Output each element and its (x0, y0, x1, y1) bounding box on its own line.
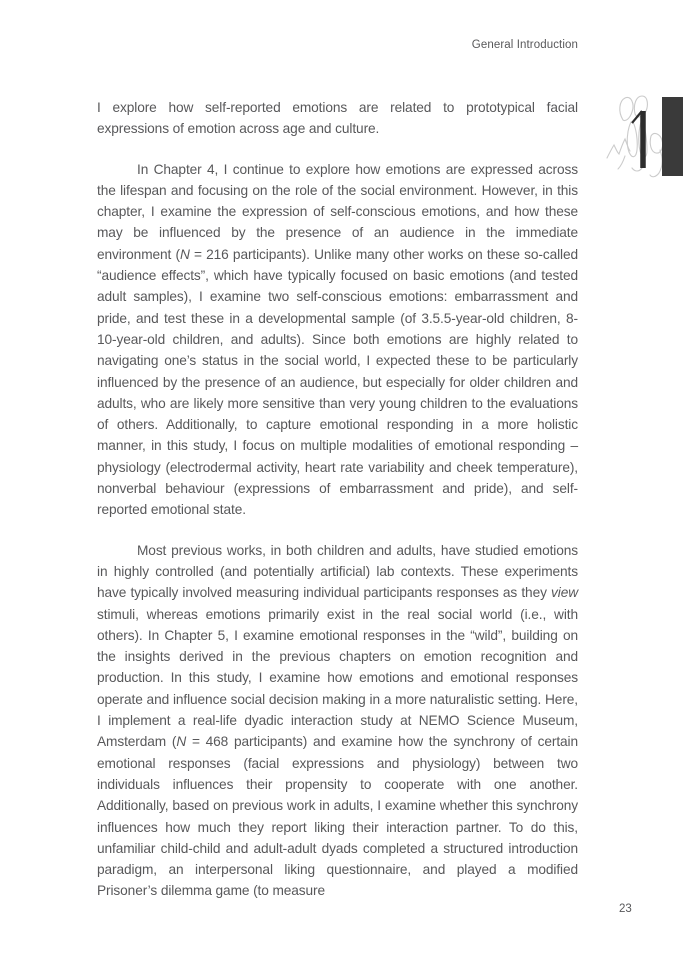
text-segment: In Chapter 4, I continue to explore how emotions are expressed across the lifespan and focusing on the role of the social environment. However, in this chapter, I examine the expression of self-conscious emotions, and how these may be influenced by the presence of an audience in the immediate environment ( (97, 161, 578, 262)
chapter-tab (662, 97, 683, 176)
paragraph (97, 97, 578, 140)
text-segment: Most previous works, in both children and adults, have studied emotions in highly controlled (and potentially artificial) lab contexts. These experiments have typically involved measuring individual participants responses as they (97, 542, 578, 601)
italic-text-segment: N (176, 734, 187, 750)
paragraph (97, 540, 578, 902)
page-number: 23 (619, 903, 632, 915)
text-segment: = 216 participants). Unlike many other works on these so-called “audience effects”, which have typically focused on basic emotions (and tested adult samples), I examine two self-conscious emotions: embarrassment and pride, and test these in a developmental sample (of 3.5.5-year-old children, 8-10-year-old children, and adults). Since both emotions are highly related to navigating one’s status in the social world, I expected these to be particularly influenced by the presence of an audience, but especially for older children and adults, who are likely more sensitive than very young children to the evaluations of others. Additionally, to capture emotional responding in a more holistic manner, in this study, I focus on multiple modalities of emotional responding – physiology (electrodermal activity, heart rate variability and cheek temperature), nonverbal behaviour (expressions of embarrassment and pride), and self-reported emotional state. (97, 246, 578, 518)
paragraph (97, 159, 578, 521)
italic-text-segment: N (179, 246, 190, 262)
text-segment: stimuli, whereas emotions primarily exist in the real social world (i.e., with others). In Chapter 5, I examine emotional responses in the “wild”, building on the insights derived in the previous chapters on emotion recognition and production. In this study, I examine how emotions and emotional responses operate and influence social decision making in a more naturalistic setting. Here, I implement a real-life dyadic interaction study at NEMO Science Museum, Amsterdam ( (97, 606, 578, 750)
italic-text-segment: view (551, 585, 578, 601)
page-body (97, 97, 578, 921)
text-segment: I explore how self-reported emotions are related to prototypical facial expressions of emotion across age and culture. (97, 100, 578, 137)
text-segment: = 468 participants) and examine how the synchrony of certain emotional responses (facial expressions and physiology) between two individuals influences their propensity to cooperate with one another. Additionally, based on previous work in adults, I examine whether this synchrony influences how much they report liking their interaction partner. To do this, unfamiliar child-child and adult-adult dyads completed a structured introduction paradigm, an interpersonal liking questionnaire, and played a modified Prisoner’s dilemma game (to measure (97, 734, 578, 899)
running-header: General Introduction (471, 39, 578, 51)
